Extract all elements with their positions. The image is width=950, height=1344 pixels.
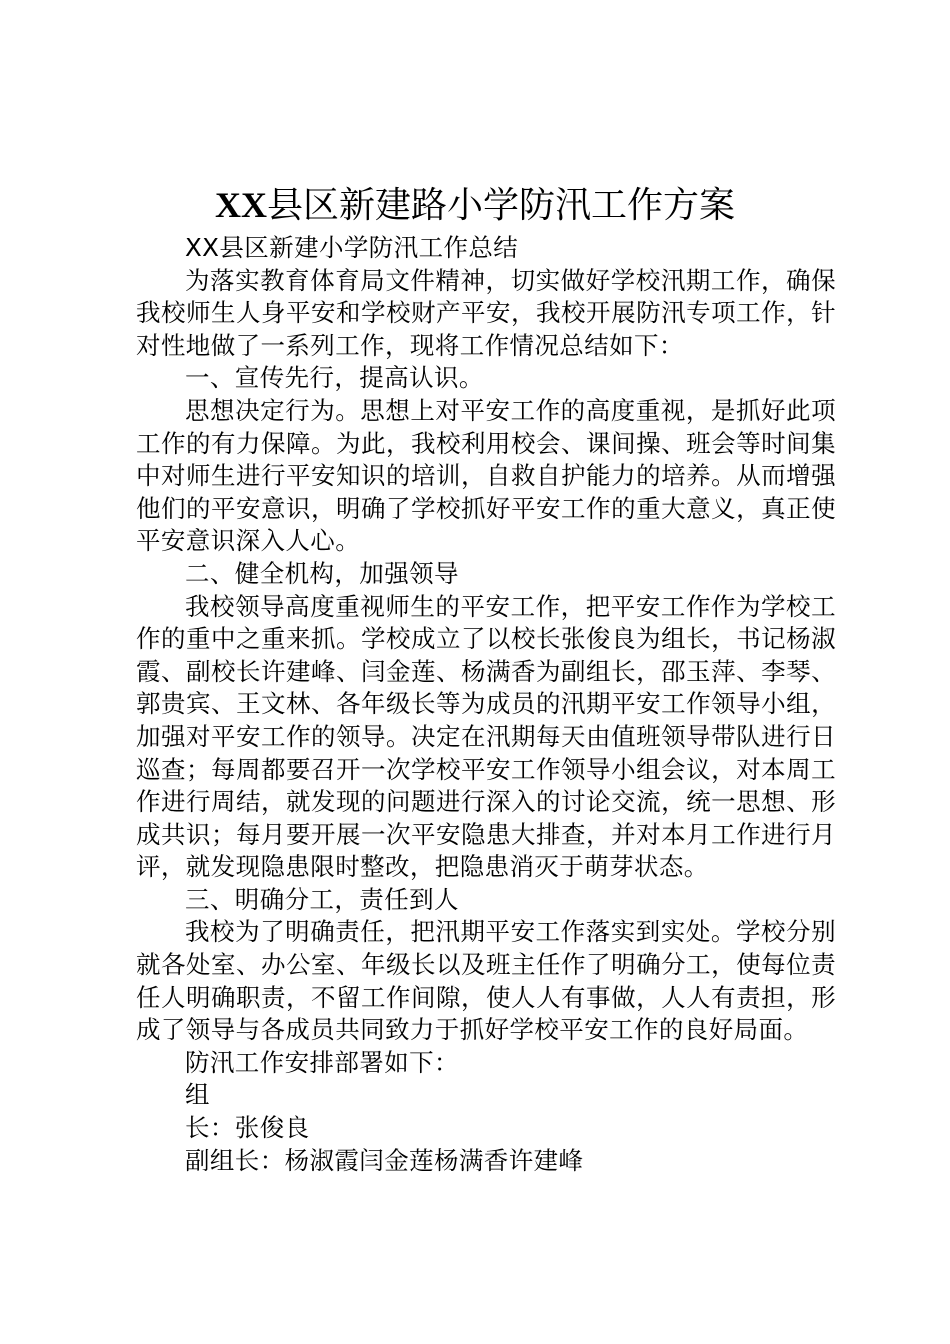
section-paragraph-2: 我校领导高度重视师生的平安工作，把平安工作作为学校工作的重中之重来抓。学校成立了以校长张俊良为组长，书记杨淑霞、副校长许建峰、闫金莲、杨满香为副组长，邵玉萍、李琴、郭贵宾、王文林、各年级长等为成员的汛期平安工作领导小组，加强对平安工作的领导。决定在汛期每天由值班领导带队进行日巡查；每周都要召开一次学校平安工作领导小组会议，对本周工作进行周结，就发现的问题进行深入的讨论交流，统一思想、形成共识；每月要开展一次平安隐患大排查，并对本月工作进行月评，就发现隐患限时整改，把隐患消灭于萌芽状态。 [136,591,836,882]
title-latin-prefix: XX [214,185,267,225]
title-text: 县区新建路小学防汛工作方案 [266,185,735,226]
section-heading-1: 一、宣传先行，提高认识。 [185,363,484,393]
intro-paragraph: 为落实教育体育局文件精神，切实做好学校汛期工作，确保我校师生人身平安和学校财产平安，我校开展防汛专项工作，针对性地做了一系列工作，现将工作情况总结如下： [136,265,836,360]
section-heading-2: 二、健全机构，加强领导 [185,558,459,588]
document-title [0,178,950,233]
section-paragraph-3: 我校为了明确责任，把汛期平安工作落实到实处。学校分别就各处室、办公室、年级长以及班主任作了明确分工，使每位责任人明确职责，不留工作间隙，使人人有事做，人人有责担，形成了领导与各成员共同致力于抓好学校平安工作的良好局面。 [136,917,836,1045]
group-label: 组 [185,1080,210,1110]
section-paragraph-1: 思想决定行为。思想上对平安工作的高度重视，是抓好此项工作的有力保障。为此，我校利用校会、课间操、班会等时间集中对师生进行平安知识的培训，自救自护能力的培养。从而增强他们的平安意识，明确了学校抓好平安工作的重大意义，真正使平安意识深入人心。 [136,395,836,556]
subtitle-paragraph: XX县区新建小学防汛工作总结 [185,233,519,262]
deputy-leader-line: 副组长：杨淑霞闫金莲杨满香许建峰 [185,1145,584,1175]
section-heading-3: 三、明确分工，责任到人 [185,884,459,914]
document-body [136,232,836,1177]
arrangement-heading: 防汛工作安排部署如下： [185,1047,459,1077]
group-leader-line: 长：张俊良 [185,1113,310,1143]
